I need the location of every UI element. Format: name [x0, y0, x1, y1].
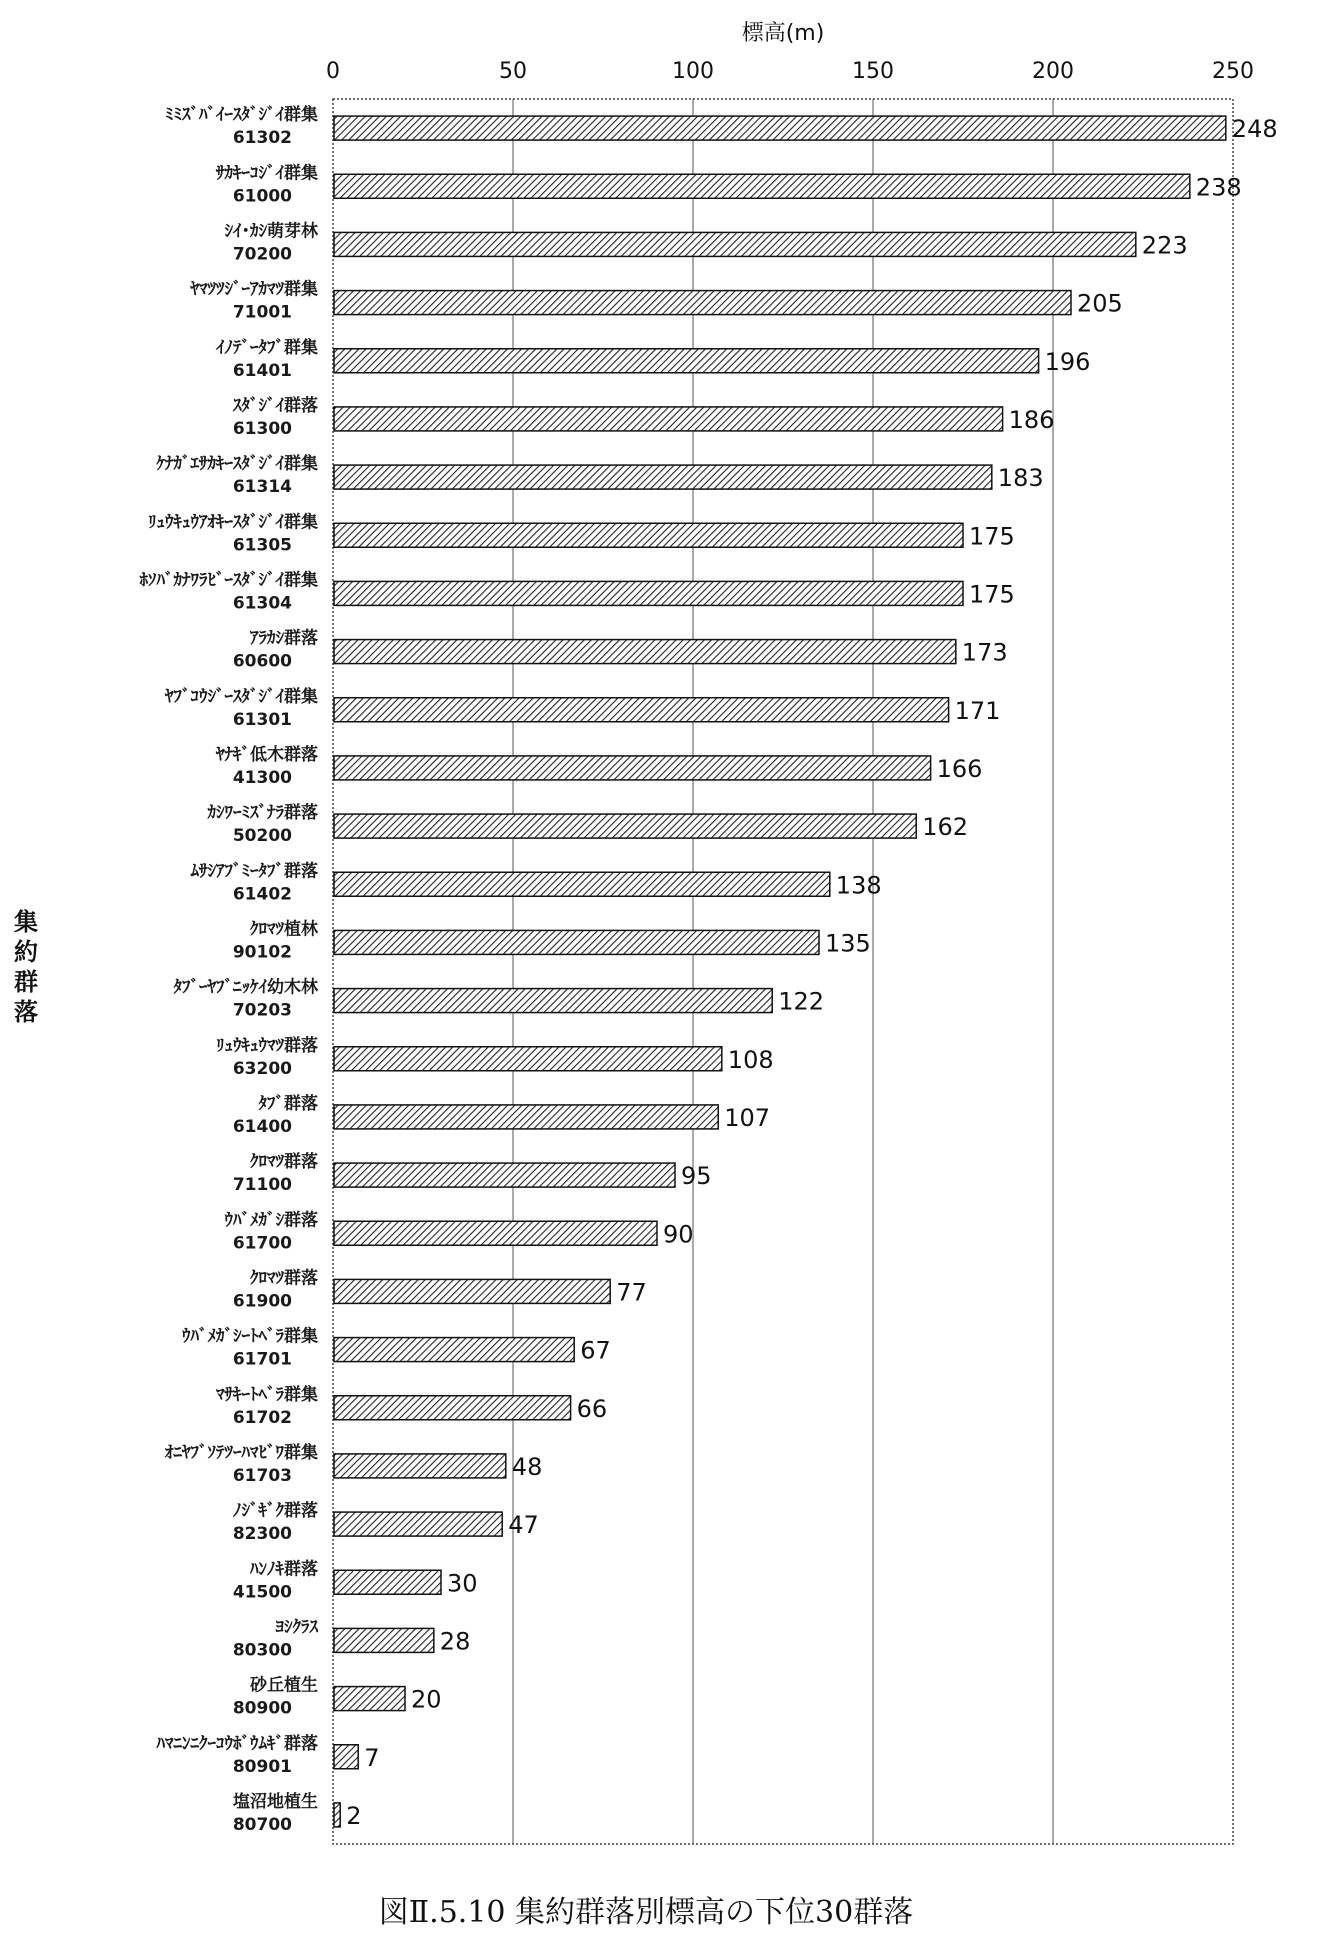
figure-caption: 図Ⅱ.5.10 集約群落別標高の下位30群落: [378, 1895, 914, 1930]
category-name: ﾔﾅｷﾞ低木群落: [216, 744, 318, 765]
category-code: 71001: [232, 302, 292, 323]
category-labels: [139, 104, 319, 1835]
bar: [334, 930, 819, 954]
value-label: 175: [969, 522, 1015, 551]
value-label: 196: [1044, 347, 1091, 376]
bar: [334, 756, 931, 780]
x-tick-label: 0: [326, 59, 340, 84]
bar: [334, 1163, 675, 1187]
category-code: 90102: [232, 942, 292, 963]
category-code: 61000: [232, 186, 292, 207]
bar: [334, 1803, 340, 1827]
category-name: ﾎｿﾊﾞｶﾅﾜﾗﾋﾞｰｽﾀﾞｼﾞｲ群集: [139, 570, 318, 591]
category-code: 61305: [232, 535, 292, 556]
category-name: ｸﾛﾏﾂ群落: [250, 1268, 318, 1289]
value-label: 183: [997, 464, 1044, 493]
value-label: 30: [447, 1569, 478, 1598]
category-name: ｱﾗｶｼ群落: [250, 628, 318, 649]
category-name: 塩沼地植生: [233, 1791, 318, 1812]
bar: [334, 640, 956, 664]
bar: [334, 349, 1039, 373]
value-label: 2: [346, 1801, 362, 1830]
category-code: 80900: [232, 1698, 292, 1719]
y-axis-title-char: 落: [14, 998, 38, 1026]
category-code: 61702: [232, 1407, 292, 1428]
x-axis-ticks: [326, 59, 1254, 84]
category-code: 61304: [232, 593, 292, 614]
bar: [334, 232, 1136, 256]
value-label: 186: [1008, 405, 1055, 434]
category-name: ｽﾀﾞｼﾞｲ群落: [233, 395, 318, 416]
bar: [334, 1628, 434, 1652]
category-code: 61300: [232, 418, 292, 439]
bar: [334, 407, 1003, 431]
value-label: 238: [1195, 173, 1242, 202]
category-name: ｶｼﾜｰﾐｽﾞﾅﾗ群落: [207, 803, 318, 824]
value-label: 122: [778, 987, 825, 1016]
bar: [334, 1454, 506, 1478]
bar: [334, 1047, 722, 1071]
bar: [334, 1221, 657, 1245]
category-name: ｳﾊﾞﾒｶﾞｼ群落: [224, 1210, 318, 1231]
bar: [334, 1105, 718, 1129]
value-label: 138: [835, 871, 882, 900]
value-label: 171: [954, 696, 1001, 725]
x-tick-label: 150: [852, 59, 894, 84]
bar: [334, 1338, 574, 1362]
category-name: ﾔﾏﾂﾂｼﾞｰｱｶﾏﾂ群集: [190, 279, 318, 300]
category-code: 61401: [232, 360, 292, 381]
bar: [334, 174, 1190, 198]
value-label: 28: [439, 1627, 471, 1656]
value-label: 67: [580, 1336, 611, 1365]
category-code: 61400: [232, 1116, 292, 1137]
category-code: 70200: [232, 244, 292, 265]
category-name: ｸﾛﾏﾂ植林: [250, 919, 318, 940]
category-code: 61402: [232, 884, 292, 905]
category-code: 61301: [232, 709, 292, 730]
category-code: 61703: [232, 1465, 292, 1486]
category-name: ｹﾅｶﾞｴｻｶｷｰｽﾀﾞｼﾞｲ群集: [156, 454, 318, 475]
category-code: 41500: [232, 1582, 292, 1603]
category-code: 61700: [232, 1233, 292, 1254]
value-label: 108: [727, 1045, 774, 1074]
bar: [334, 291, 1071, 315]
category-code: 63200: [232, 1058, 292, 1079]
bar: [334, 814, 916, 838]
category-code: 61701: [232, 1349, 292, 1370]
value-label: 205: [1077, 289, 1123, 318]
category-name: ﾀﾌﾞｰﾔﾌﾞﾆｯｹｲ幼木林: [173, 977, 318, 998]
bar: [334, 1396, 571, 1420]
category-name: ﾘｭｳｷｭｳﾏﾂ群落: [216, 1035, 318, 1056]
category-name: ﾘｭｳｷｭｳｱｵｷｰｽﾀﾞｼﾞｲ群集: [148, 512, 318, 533]
x-tick-label: 250: [1212, 59, 1254, 84]
category-name: ｵﾆﾔﾌﾞｿﾃﾂｰﾊﾏﾋﾞﾜ群集: [165, 1442, 318, 1463]
bar: [334, 872, 830, 896]
bar: [334, 1279, 610, 1303]
y-axis-title-char: 約: [14, 938, 38, 966]
bar: [334, 1512, 502, 1536]
value-label: 248: [1231, 115, 1278, 144]
value-label: 162: [922, 813, 969, 842]
value-label: 90: [663, 1220, 694, 1249]
y-axis-title-char: 集: [14, 908, 38, 936]
y-axis-title: [14, 908, 38, 1026]
category-code: 80901: [232, 1756, 292, 1777]
category-name: ﾀﾌﾞ群落: [258, 1093, 318, 1114]
category-name: ｳﾊﾞﾒｶﾞｼｰﾄﾍﾞﾗ群集: [182, 1326, 318, 1347]
x-axis-title: 標高(m): [741, 21, 825, 46]
category-name: ﾑｻｼｱﾌﾞﾐｰﾀﾌﾞ群落: [190, 861, 318, 882]
x-tick-label: 50: [499, 59, 527, 84]
category-name: ｻｶｷｰｺｼﾞｲ群集: [216, 163, 318, 184]
category-code: 80700: [232, 1814, 292, 1835]
bar: [334, 1687, 405, 1711]
category-name: ﾉｼﾞｷﾞｸ群落: [233, 1501, 318, 1522]
category-name: ﾊﾏﾆﾝﾆｸｰｺｳﾎﾞｳﾑｷﾞ群落: [156, 1733, 318, 1754]
value-label: 135: [825, 929, 871, 958]
category-code: 71100: [232, 1175, 292, 1196]
value-label: 107: [724, 1103, 771, 1132]
value-label: 223: [1141, 231, 1188, 260]
category-name: ｲﾉﾃﾞｰﾀﾌﾞ群集: [216, 337, 318, 358]
category-code: 61302: [232, 128, 292, 149]
value-label: 7: [364, 1743, 380, 1772]
bar: [334, 698, 949, 722]
value-label: 173: [961, 638, 1008, 667]
bar: [334, 989, 772, 1013]
bar: [334, 116, 1226, 140]
bar: [334, 465, 992, 489]
category-name: ﾏｻｷｰﾄﾍﾞﾗ群集: [216, 1384, 318, 1405]
category-name: 砂丘植生: [250, 1675, 318, 1696]
category-code: 61314: [232, 477, 292, 498]
category-code: 41300: [232, 767, 292, 788]
category-name: ﾊﾝﾉｷ群落: [250, 1559, 318, 1580]
category-name: ﾐﾐｽﾞﾊﾞｲｰｽﾀﾞｼﾞｲ群集: [165, 105, 318, 126]
category-name: ｸﾛﾏﾂ群落: [250, 1152, 318, 1173]
category-name: ﾖｼｸﾗｽ: [275, 1617, 318, 1638]
value-label: 175: [969, 580, 1015, 609]
value-label: 48: [511, 1452, 543, 1481]
bar: [334, 581, 963, 605]
bar: [334, 523, 963, 547]
category-code: 80300: [232, 1640, 292, 1661]
value-label: 20: [411, 1685, 442, 1714]
value-label: 77: [616, 1278, 647, 1307]
category-name: ﾔﾌﾞｺｳｼﾞｰｽﾀﾞｼﾞｲ群集: [165, 686, 318, 707]
x-tick-label: 200: [1032, 59, 1074, 84]
category-code: 61900: [232, 1291, 292, 1312]
y-axis-title-char: 群: [14, 968, 38, 996]
category-code: 60600: [232, 651, 292, 672]
x-tick-label: 100: [672, 59, 714, 84]
value-label: 47: [508, 1511, 539, 1540]
category-code: 70203: [232, 1000, 292, 1021]
value-label: 66: [576, 1394, 608, 1423]
category-code: 82300: [232, 1524, 292, 1545]
bar: [334, 1570, 441, 1594]
value-label: 95: [681, 1162, 712, 1191]
value-label: 166: [936, 754, 983, 783]
category-name: ｼｲ･ｶｼ萌芽林: [224, 221, 318, 242]
category-code: 50200: [232, 826, 292, 847]
bar: [334, 1745, 358, 1769]
